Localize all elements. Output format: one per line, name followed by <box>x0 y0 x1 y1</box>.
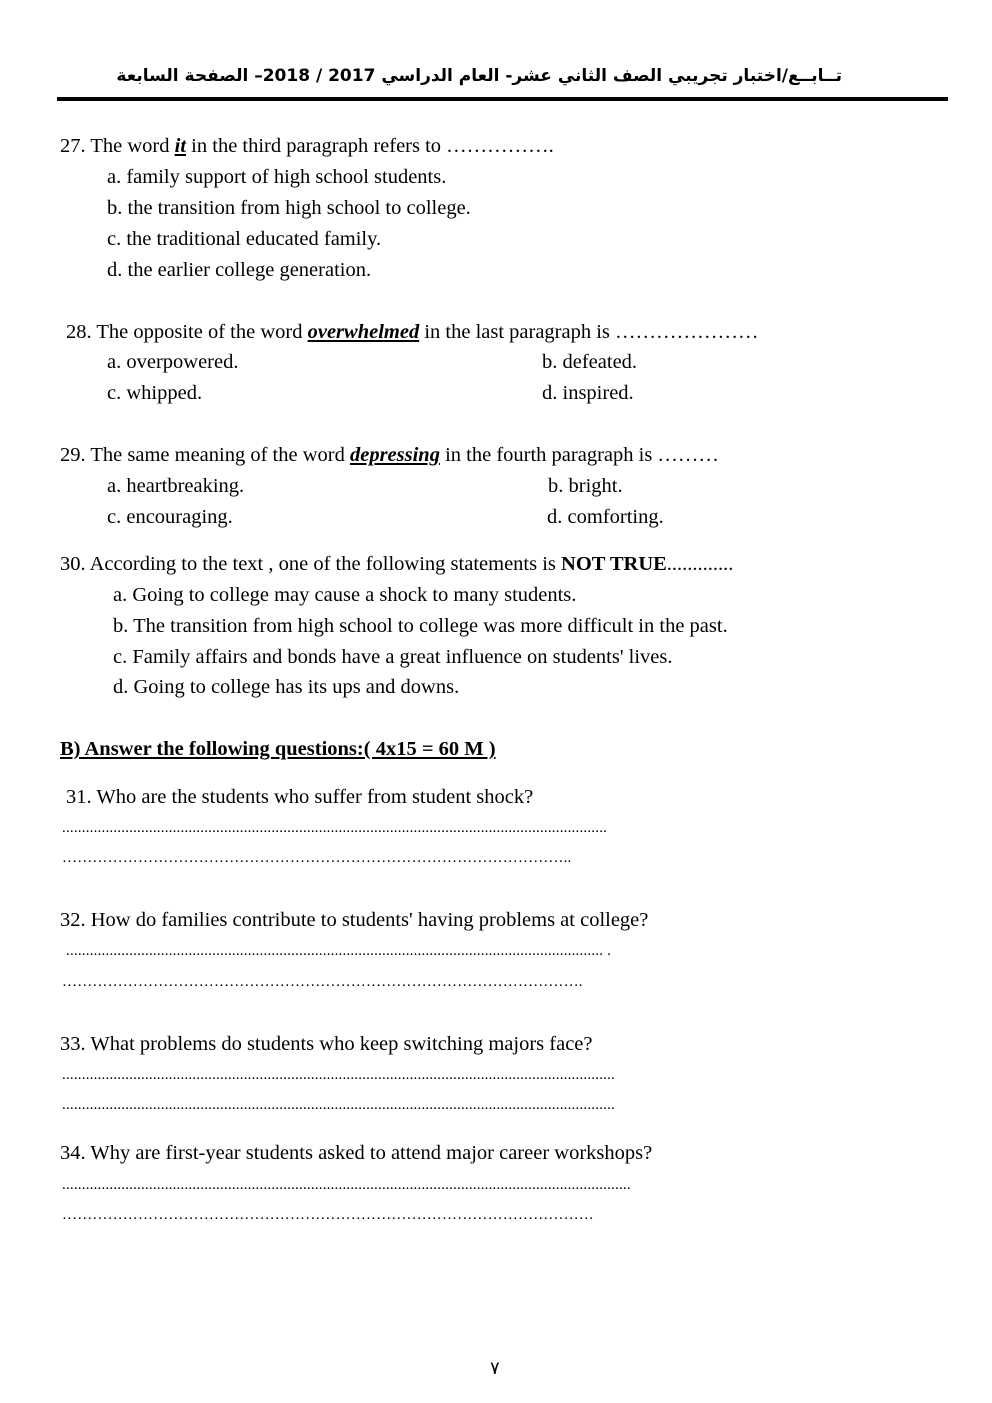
question-33: 33. What problems do students who keep switching majors face? <box>60 1033 593 1055</box>
q29-option-d[interactable]: d. comforting. <box>547 506 664 528</box>
question-28-keyword: overwhelmed <box>307 321 420 343</box>
question-27-pre: 27. The word <box>60 135 175 157</box>
q31-answer-line-2[interactable]: ……………………………………………………………………………………….. <box>62 850 572 866</box>
q27-option-d[interactable]: d. the earlier college generation. <box>107 259 372 281</box>
q27-option-b[interactable]: b. the transition from high school to college. <box>107 197 471 219</box>
q29-option-a[interactable]: a. heartbreaking. <box>107 475 245 497</box>
question-32: 32. How do families contribute to students' having problems at college? <box>60 909 649 931</box>
question-30-post: ............. <box>666 553 734 575</box>
q32-answer-line-2[interactable]: …………………………………………………………………………………………. <box>62 974 583 990</box>
question-27-post: in the third paragraph refers to ……………. <box>186 135 554 157</box>
page-number: ٧ <box>490 1358 500 1379</box>
q32-answer-line-1[interactable]: ........................................................................................................................................ . <box>66 943 612 959</box>
question-28 <box>66 320 759 344</box>
q28-option-b[interactable]: b. defeated. <box>542 351 638 373</box>
page-header <box>0 64 992 94</box>
q29-option-b[interactable]: b. bright. <box>548 475 623 497</box>
question-34: 34. Why are first-year students asked to attend major career workshops? <box>60 1142 653 1164</box>
question-27-keyword: it <box>174 135 187 157</box>
header-rule <box>57 97 948 101</box>
q28-option-c[interactable]: c. whipped. <box>107 382 203 404</box>
question-28-pre: 28. The opposite of the word <box>66 321 308 343</box>
q30-option-d[interactable]: d. Going to college has its ups and downs. <box>113 676 460 698</box>
q28-option-a[interactable]: a. overpowered. <box>107 351 239 373</box>
question-27 <box>60 134 554 158</box>
q27-option-a[interactable]: a. family support of high school students. <box>107 166 447 188</box>
question-29-post: in the fourth paragraph is ……… <box>439 444 719 466</box>
q29-option-c[interactable]: c. encouraging. <box>107 506 233 528</box>
q33-answer-line-2[interactable]: ............................................................................................................................................ <box>62 1097 615 1113</box>
q27-option-c[interactable]: c. the traditional educated family. <box>107 228 382 250</box>
q34-answer-line-1[interactable]: ................................................................................................................................................ <box>62 1177 631 1193</box>
question-29-keyword: depressing <box>349 444 440 466</box>
q33-answer-line-1[interactable]: ............................................................................................................................................ <box>62 1067 615 1083</box>
q30-option-b[interactable]: b. The transition from high school to college was more difficult in the past. <box>113 615 728 637</box>
q28-option-d[interactable]: d. inspired. <box>542 382 634 404</box>
question-30-pre: 30. According to the text , one of the following statements is <box>60 553 562 575</box>
q30-option-c[interactable]: c. Family affairs and bonds have a great influence on students' lives. <box>113 646 673 668</box>
q30-option-a[interactable]: a. Going to college may cause a shock to many students. <box>113 584 577 606</box>
question-28-post: in the last paragraph is ………………… <box>419 321 759 343</box>
section-b-heading: B) Answer the following questions:( 4x15 = 60 M ) <box>60 738 496 760</box>
question-29 <box>60 443 719 467</box>
q34-answer-line-2[interactable]: …………………………………………………………………………………………… <box>62 1207 594 1223</box>
q31-answer-line-1[interactable]: .......................................................................................................................................... <box>62 820 608 836</box>
question-31: 31. Who are the students who suffer from student shock? <box>66 786 534 808</box>
question-30-keyword: NOT TRUE <box>561 553 667 575</box>
question-29-pre: 29. The same meaning of the word <box>60 444 350 466</box>
question-30 <box>60 552 733 576</box>
header-title: تــابــع/اختبار تجريبي الصف الثاني عشر- العام الدراسي 2017 / 2018– الصفحة السابعة <box>116 66 842 86</box>
